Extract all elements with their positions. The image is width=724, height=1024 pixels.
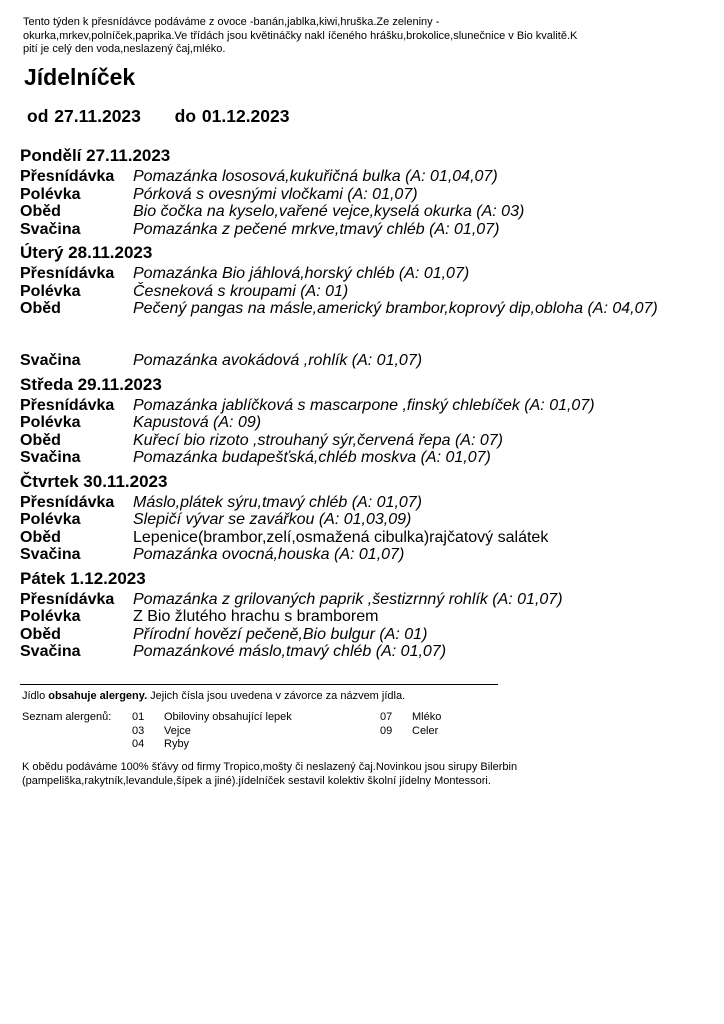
meal-row — [20, 511, 680, 529]
day-block — [20, 470, 680, 564]
meal-row — [20, 352, 680, 370]
allergen-item — [132, 711, 292, 725]
day-heading: Pátek 1.12.2023 — [20, 568, 146, 588]
meal-label: Svačina — [20, 220, 81, 238]
meal-row — [20, 168, 680, 186]
intro-text: Tento týden k přesnídávce podáváme z ovoce -banán,jablka,kiwi,hruška.Ze zeleniny - okurka,mrkev,polníček,paprika.Ve třídách jsou květináčky nakl íčeného hrášku,brokolice,slunečnice v Bio kvalitě.K pití je celý den voda,neslazený čaj,mléko. — [23, 16, 578, 55]
allergen-name: Vejce — [164, 724, 191, 737]
meal-row — [20, 397, 680, 415]
meal-label: Přesnídávka — [20, 265, 115, 282]
allergen-code: 09 — [380, 724, 393, 737]
day-block — [20, 241, 680, 370]
meal-row — [20, 626, 680, 644]
meal-row — [20, 643, 680, 661]
allergy-note-after: Jejich čísla jsou uvedena v závorce za názvem jídla. — [147, 690, 406, 702]
meal-row — [20, 432, 680, 450]
meal-row — [20, 529, 680, 547]
day-heading: Čtvrtek 30.11.2023 — [20, 471, 168, 491]
meal-label: Polévka — [20, 608, 81, 625]
meal-value: Pomazánka jablíčková s mascarpone ,finský chlebíček (A: 01,07) — [133, 396, 595, 414]
meal-value: Lepenice(brambor,zelí,osmažená cibulka)rajčatový salátek — [133, 528, 549, 546]
range-from-date: 27.11.2023 — [54, 106, 141, 126]
allergen-code: 03 — [132, 724, 145, 737]
meal-value: Pórková s ovesnými vločkami (A: 01,07) — [133, 185, 418, 203]
meal-value: Bio čočka na kyselo,vařené vejce,kyselá okurka (A: 03) — [133, 203, 525, 220]
meal-row — [20, 608, 680, 626]
meal-label: Oběd — [20, 431, 61, 449]
meal-label: Svačina — [20, 546, 81, 563]
meal-value: Česneková s kroupami (A: 01) — [133, 282, 349, 300]
day-heading: Pondělí 27.11.2023 — [20, 146, 171, 165]
days-list — [20, 142, 680, 664]
meal-row — [20, 591, 680, 609]
meal-row — [20, 449, 680, 467]
allergen-name: Celer — [412, 724, 439, 737]
allergen-code: 01 — [132, 711, 145, 723]
meal-label: Svačina — [20, 643, 81, 660]
allergen-list-heading: Seznam alergenů: — [22, 711, 112, 723]
meal-value: Pomazánka ovocná,houska (A: 01,07) — [133, 546, 405, 563]
allergy-note — [22, 690, 405, 702]
range-to-label: do — [174, 106, 197, 126]
meal-row — [20, 221, 680, 239]
allergen-name: Ryby — [164, 738, 190, 750]
meal-label: Polévka — [20, 185, 81, 203]
meal-value: Přírodní hovězí pečeně,Bio bulgur (A: 01) — [133, 625, 428, 643]
allergy-note-before: Jídlo — [22, 690, 49, 702]
allergy-note-bold: obsahuje alergeny. — [48, 690, 148, 702]
meal-label: Přesnídávka — [20, 396, 115, 414]
meal-row — [20, 203, 680, 221]
meal-label: Polévka — [20, 282, 81, 300]
meal-row — [20, 300, 680, 352]
day-heading: Středa 29.11.2023 — [20, 374, 162, 394]
meal-label: Oběd — [20, 625, 61, 643]
allergen-column — [380, 711, 441, 738]
meal-label: Oběd — [20, 528, 61, 546]
meal-value: Z Bio žlutého hrachu s bramborem — [133, 608, 379, 625]
meal-row — [20, 186, 680, 204]
meal-value: Máslo,plátek sýru,tmavý chléb (A: 01,07) — [133, 493, 423, 511]
meal-value: Pečený pangas na másle,americký brambor,koprový dip,obloha (A: 04,07) — [133, 300, 658, 317]
allergen-name: Obiloviny obsahující lepek — [164, 711, 292, 723]
meal-label: Přesnídávka — [20, 590, 115, 608]
meal-value: Pomazánka z pečené mrkve,tmavý chléb (A: 01,07) — [133, 220, 500, 238]
allergen-column — [132, 711, 292, 752]
meal-value: Pomazánka Bio jáhlová,horský chléb (A: 01,07) — [133, 265, 470, 282]
meal-label: Přesnídávka — [20, 168, 115, 185]
day-block — [20, 567, 680, 661]
meal-row — [20, 494, 680, 512]
allergen-item — [380, 711, 441, 725]
allergen-name: Mléko — [412, 711, 442, 723]
footer-text: K obědu podáváme 100% šťávy od firmy Tropico,mošty či neslazený čaj.Novinkou jsou sirupy Bilerbin (pampeliška,rakytník,levandule,šípek a jiné).jídelníček sestavil kolektiv školní jídelny Montessori. — [22, 761, 518, 787]
meal-row — [20, 546, 680, 564]
range-to-date: 01.12.2023 — [201, 106, 290, 126]
meal-label: Polévka — [20, 511, 81, 528]
meal-label: Oběd — [20, 300, 61, 317]
allergen-code: 04 — [132, 738, 145, 750]
page-title: Jídelníček — [24, 64, 136, 90]
allergen-code: 07 — [380, 711, 393, 723]
meal-value: Pomazánka z grilovaných paprik ,šestizrnný rohlík (A: 01,07) — [133, 590, 563, 608]
meal-label: Svačina — [20, 352, 81, 369]
divider — [20, 684, 498, 685]
allergen-item — [380, 725, 441, 739]
meal-label: Polévka — [20, 414, 81, 431]
meal-label: Svačina — [20, 449, 81, 466]
meal-row — [20, 283, 680, 301]
meal-value: Slepičí vývar se zavářkou (A: 01,03,09) — [133, 511, 412, 528]
meal-value: Pomazánka lososová,kukuřičná bulka (A: 01,04,07) — [133, 168, 498, 185]
date-range — [27, 106, 290, 127]
meal-value: Pomazánka budapešťská,chléb moskva (A: 01,07) — [133, 449, 491, 466]
meal-label: Oběd — [20, 203, 61, 220]
day-block — [20, 144, 680, 238]
meal-value: Pomazánkové máslo,tmavý chléb (A: 01,07) — [133, 643, 447, 660]
day-block — [20, 373, 680, 467]
allergen-item — [132, 738, 292, 752]
meal-value: Pomazánka avokádová ,rohlík (A: 01,07) — [133, 352, 423, 369]
meal-row — [20, 414, 680, 432]
meal-label: Přesnídávka — [20, 493, 115, 511]
meal-row — [20, 265, 680, 283]
day-heading: Úterý 28.11.2023 — [20, 243, 153, 262]
allergen-item — [132, 725, 292, 739]
meal-value: Kapustová (A: 09) — [133, 414, 262, 431]
range-from-label: od — [27, 106, 49, 126]
meal-value: Kuřecí bio rizoto ,strouhaný sýr,červená řepa (A: 07) — [133, 431, 503, 449]
